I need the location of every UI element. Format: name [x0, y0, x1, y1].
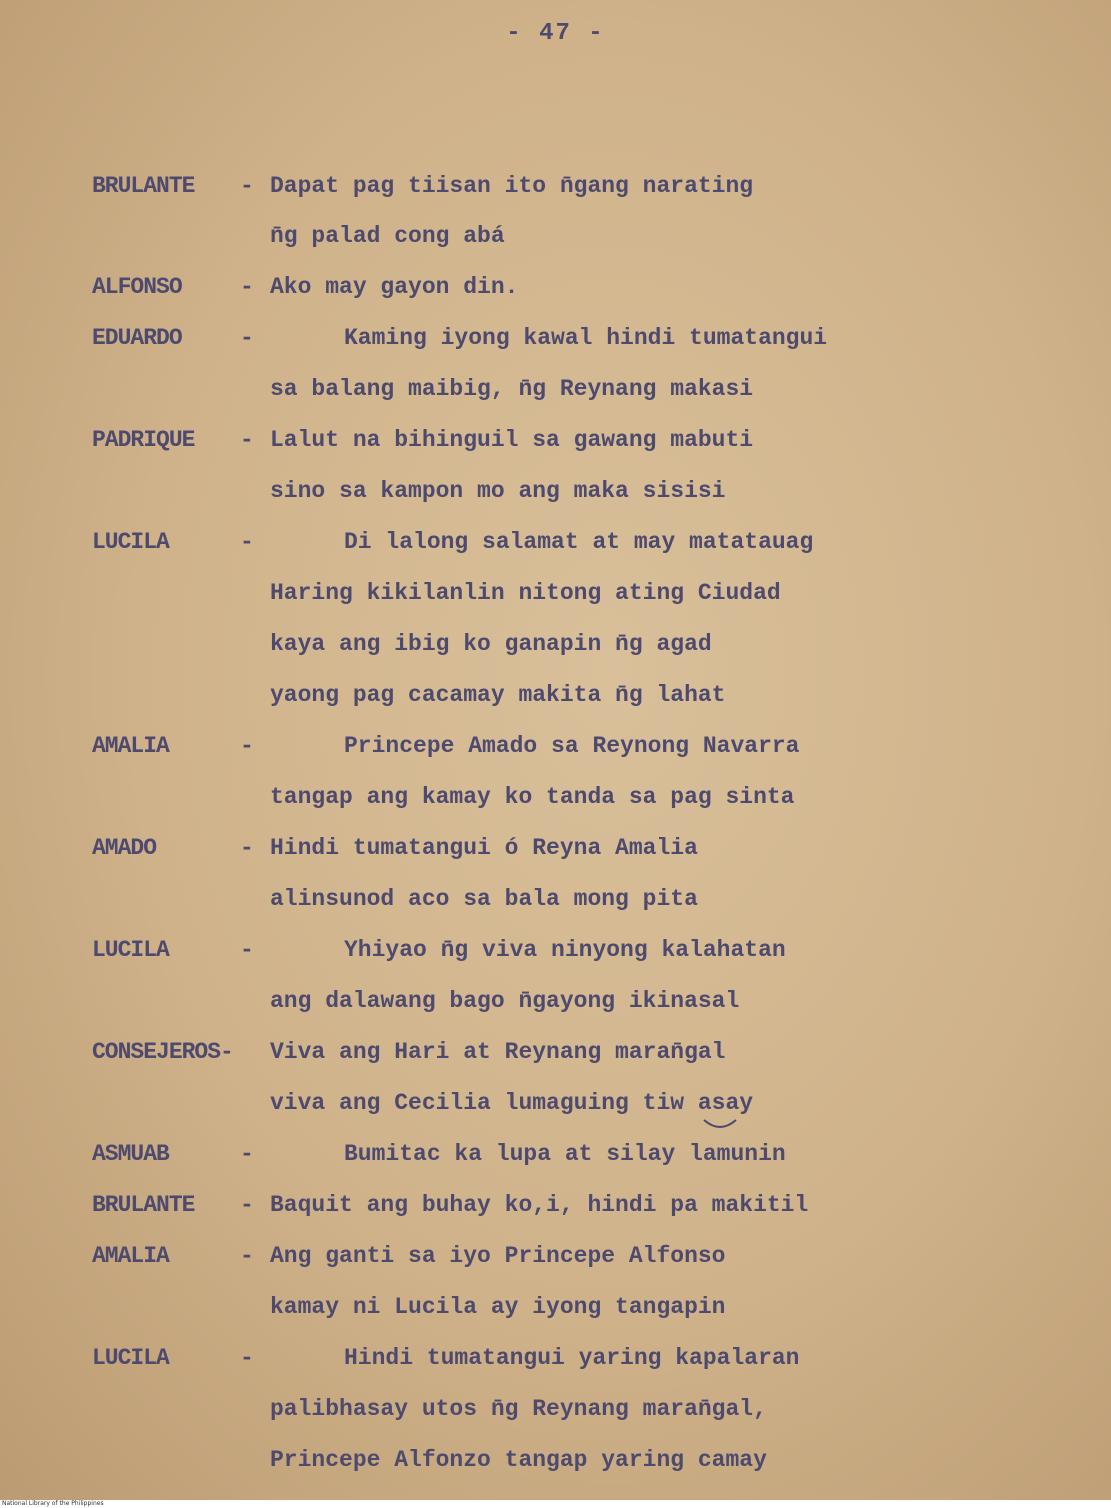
- dialogue-text: Ako may gayon din.: [270, 274, 519, 300]
- dialogue-text: n̄g palad cong abá: [270, 223, 505, 249]
- script-line: [0, 471, 1111, 511]
- script-line: [0, 216, 1111, 256]
- speaker-name: LUCILA: [92, 937, 169, 963]
- page-number: - 47 -: [506, 20, 605, 47]
- speaker-dash: -: [240, 427, 254, 453]
- dialogue-text: Ang ganti sa iyo Princepe Alfonso: [270, 1243, 726, 1269]
- speaker-dash: -: [240, 835, 254, 861]
- dialogue-text: Bumitac ka lupa at silay lamunin: [344, 1141, 786, 1167]
- script-line: [0, 1134, 1111, 1174]
- dialogue-text: palibhasay utos n̄g Reynang maran̄gal,: [270, 1396, 767, 1422]
- footer-text: National Library of the Philippines: [2, 1500, 104, 1507]
- script-line: [0, 1389, 1111, 1429]
- speaker-name: AMADO: [92, 835, 157, 861]
- footer-credit: [0, 1500, 1111, 1508]
- pencil-mark-icon: [700, 1118, 740, 1132]
- speaker-dash: -: [240, 529, 254, 555]
- speaker-name: LUCILA: [92, 1345, 169, 1371]
- speaker-name: AMALIA: [92, 733, 169, 759]
- speaker-dash: -: [240, 274, 254, 300]
- dialogue-text: tangap ang kamay ko tanda sa pag sinta: [270, 784, 795, 810]
- speaker-name: EDUARDO: [92, 325, 182, 351]
- script-line: [0, 1440, 1111, 1480]
- dialogue-text: sa balang maibig, n̄g Reynang makasi: [270, 376, 754, 402]
- script-line: [0, 777, 1111, 817]
- dialogue-text: Haring kikilanlin nitong ating Ciudad: [270, 580, 781, 606]
- speaker-name: LUCILA: [92, 529, 169, 555]
- script-line: [0, 1185, 1111, 1225]
- dialogue-text: viva ang Cecilia lumaguing tiw asay: [270, 1090, 754, 1116]
- dialogue-text: kaya ang ibig ko ganapin n̄g agad: [270, 631, 712, 657]
- speaker-dash: -: [240, 1243, 254, 1269]
- dialogue-text: Yhiyao n̄g viva ninyong kalahatan: [344, 937, 786, 963]
- speaker-dash: -: [240, 1345, 254, 1371]
- script-line: [0, 1236, 1111, 1276]
- script-line: [0, 828, 1111, 868]
- speaker-name: AMALIA: [92, 1243, 169, 1269]
- speaker-name: BRULANTE: [92, 173, 195, 199]
- dialogue-text: Princepe Alfonzo tangap yaring camay: [270, 1447, 767, 1473]
- dialogue-text: Hindi tumatangui ó Reyna Amalia: [270, 835, 698, 861]
- script-line: [0, 879, 1111, 919]
- script-line: [0, 522, 1111, 562]
- dialogue-text: kamay ni Lucila ay iyong tangapin: [270, 1294, 726, 1320]
- script-line: [0, 1032, 1111, 1072]
- dialogue-text: Hindi tumatangui yaring kapalaran: [344, 1345, 800, 1371]
- script-line: [0, 981, 1111, 1021]
- script-line: [0, 726, 1111, 766]
- speaker-dash: -: [240, 733, 254, 759]
- script-line: [0, 1338, 1111, 1378]
- dialogue-text: Lalut na bihinguil sa gawang mabuti: [270, 427, 754, 453]
- speaker-name: ALFONSO: [92, 274, 182, 300]
- dialogue-text: Kaming iyong kawal hindi tumatangui: [344, 325, 828, 351]
- script-line: [0, 624, 1111, 664]
- dialogue-text: Viva ang Hari at Reynang maran̄gal: [270, 1039, 726, 1065]
- script-line: [0, 369, 1111, 409]
- dialogue-text: Di lalong salamat at may matatauag: [344, 529, 814, 555]
- script-line: [0, 1287, 1111, 1327]
- speaker-dash: -: [240, 173, 254, 199]
- speaker-dash: -: [240, 325, 254, 351]
- script-line: [0, 573, 1111, 613]
- dialogue-text: ang dalawang bago n̄gayong ikinasal: [270, 988, 740, 1014]
- dialogue-text: yaong pag cacamay makita n̄g lahat: [270, 682, 726, 708]
- script-line: [0, 1083, 1111, 1123]
- speaker-dash: -: [240, 1192, 254, 1218]
- script-line: [0, 318, 1111, 358]
- speaker-name: ASMUAB: [92, 1141, 169, 1167]
- script-line: [0, 166, 1111, 206]
- dialogue-text: Dapat pag tiisan ito n̄gang narating: [270, 173, 754, 199]
- dialogue-text: sino sa kampon mo ang maka sisisi: [270, 478, 726, 504]
- dialogue-text: Princepe Amado sa Reynong Navarra: [344, 733, 800, 759]
- script-line: [0, 930, 1111, 970]
- speaker-name: PADRIQUE: [92, 427, 195, 453]
- script-line: [0, 267, 1111, 307]
- speaker-name: CONSEJEROS-: [92, 1039, 233, 1065]
- script-line: [0, 420, 1111, 460]
- dialogue-text: Baquit ang buhay ko,i, hindi pa makitil: [270, 1192, 809, 1218]
- dialogue-text: alinsunod aco sa bala mong pita: [270, 886, 698, 912]
- speaker-dash: -: [240, 937, 254, 963]
- script-line: [0, 675, 1111, 715]
- speaker-dash: -: [240, 1141, 254, 1167]
- speaker-name: BRULANTE: [92, 1192, 195, 1218]
